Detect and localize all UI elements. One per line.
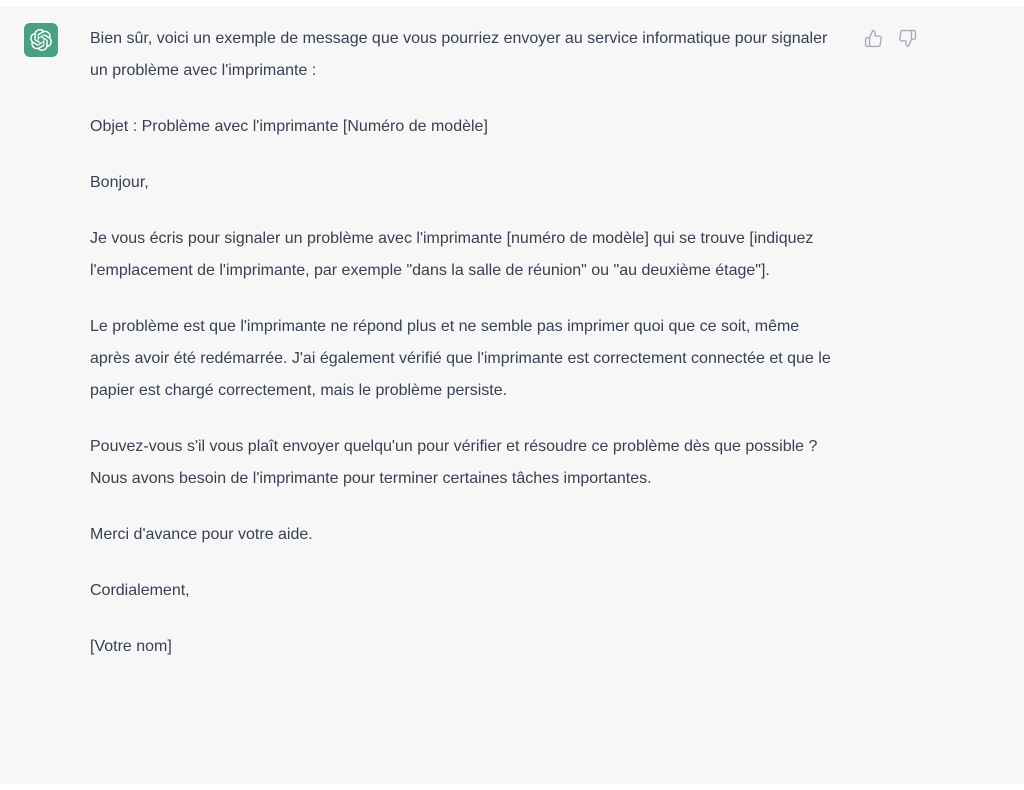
chat-surface xyxy=(0,7,1024,784)
thumbs-up-icon xyxy=(864,29,883,48)
message-content xyxy=(90,23,840,663)
message-paragraph: Bien sûr, voici un exemple de message que vous pourriez envoyer au service informatique pour signaler un problème avec l'imprimante : xyxy=(90,30,828,79)
message-paragraph: Cordialement, xyxy=(90,582,190,599)
thumbs-down-button[interactable] xyxy=(897,28,917,48)
openai-logo-icon xyxy=(30,29,52,51)
message-paragraph: [Votre nom] xyxy=(90,638,172,655)
message-paragraph: Le problème est que l'imprimante ne répond plus et ne semble pas imprimer quoi que ce soit, même après avoir été redémarrée. J'ai également vérifié que l'imprimante est correctement connectée et que le papier est chargé correctement, mais le problème persiste. xyxy=(90,318,831,399)
message-paragraph: Objet : Problème avec l'imprimante [Numéro de modèle] xyxy=(90,118,488,135)
message-paragraph: Je vous écris pour signaler un problème avec l'imprimante [numéro de modèle] qui se trouve [indiquez l'emplacement de l'imprimante, par exemple "dans la salle de réunion" ou "au deuxième étage"]. xyxy=(90,230,814,279)
message-paragraph: Bonjour, xyxy=(90,174,149,191)
message-actions xyxy=(863,23,917,48)
message-paragraph: Pouvez-vous s'il vous plaît envoyer quelqu'un pour vérifier et résoudre ce problème dès que possible ? Nous avons besoin de l'imprimante pour terminer certaines tâches importantes. xyxy=(90,438,818,487)
assistant-message xyxy=(0,7,1024,663)
thumbs-down-icon xyxy=(898,29,917,48)
assistant-avatar xyxy=(24,23,58,57)
thumbs-up-button[interactable] xyxy=(863,28,883,48)
message-paragraph: Merci d'avance pour votre aide. xyxy=(90,526,313,543)
